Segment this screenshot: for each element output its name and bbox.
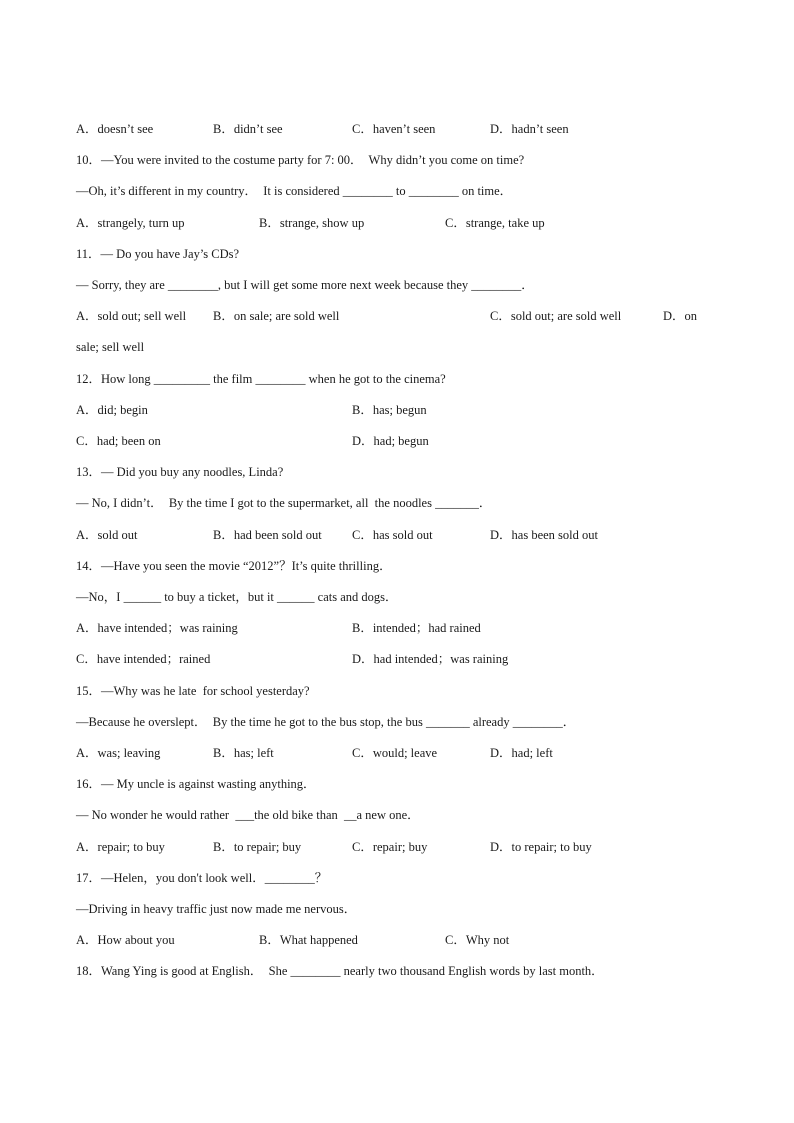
q12-stem: 12．How long _________ the film ________ when he got to the cinema?	[76, 372, 446, 386]
option-a: A．have intended；was raining	[76, 621, 238, 635]
option-d: D．to repair; to buy	[490, 840, 592, 854]
q14-stem: 14．—Have you seen the movie “2012”？It’s quite thrilling．	[76, 559, 392, 573]
option-b: B．has; left	[213, 746, 274, 760]
q11-options	[76, 307, 716, 325]
q15-stem: 15．—Why was he late for school yesterday?	[76, 684, 310, 698]
q13-reply: — No, I didn’t． By the time I got to the supermarket, all the noodles _______．	[76, 496, 492, 510]
q17-stem: 17．—Helen，you don't look well．________？	[76, 871, 328, 885]
option-c: C．repair; buy	[352, 840, 428, 854]
option-a: A．was; leaving	[76, 746, 161, 760]
q11-reply: — Sorry, they are ________, but I will get some more next week because they ________．	[76, 278, 534, 292]
q16-reply: — No wonder he would rather ___the old bike than __a new one．	[76, 808, 420, 822]
option-d: D．on	[663, 309, 698, 323]
option-b: B．intended；had rained	[352, 621, 481, 635]
option-a: A．strangely, turn up	[76, 216, 185, 230]
option-b: B．on sale; are sold well	[213, 309, 340, 323]
q17-reply: —Driving in heavy traffic just now made me nervous．	[76, 902, 357, 916]
option-d: D．had; begun	[352, 434, 429, 448]
option-d: D．hadn’t seen	[490, 122, 569, 136]
q14-reply: —No，I ______ to buy a ticket，but it ______ cats and dogs．	[76, 590, 398, 604]
option-d: D．had; left	[490, 746, 553, 760]
q13-stem: 13．— Did you buy any noodles, Linda?	[76, 465, 284, 479]
q12-options-row2	[76, 432, 716, 450]
option-b: B．What happened	[259, 933, 358, 947]
q9-options	[76, 120, 716, 138]
option-d: D．had intended；was raining	[352, 652, 509, 666]
option-c: C．strange, take up	[445, 216, 545, 230]
option-a: A．did; begin	[76, 403, 148, 417]
option-a: A．repair; to buy	[76, 840, 165, 854]
q10-stem: 10．—You were invited to the costume party for 7: 00． Why didn’t you come on time?	[76, 153, 525, 167]
option-b: B．has; begun	[352, 403, 427, 417]
option-a: A．sold out; sell well	[76, 309, 187, 323]
option-b: B．to repair; buy	[213, 840, 302, 854]
option-c: C．Why not	[445, 933, 510, 947]
q13-options	[76, 526, 716, 544]
option-b: B．didn’t see	[213, 122, 283, 136]
option-b: B．had been sold out	[213, 528, 322, 542]
option-c: C．would; leave	[352, 746, 438, 760]
option-a: A．sold out	[76, 528, 138, 542]
q18-stem: 18．Wang Ying is good at English． She ________ nearly two thousand English words by last month．	[76, 964, 604, 978]
option-a: A．How about you	[76, 933, 175, 947]
q10-reply: —Oh, it’s different in my country． It is considered ________ to ________ on time．	[76, 184, 513, 198]
option-c: C．have intended；rained	[76, 652, 211, 666]
q14-options-row1	[76, 619, 716, 637]
q17-options	[76, 931, 716, 949]
q11-options-wrap: sale; sell well	[76, 340, 145, 354]
option-c: C．sold out; are sold well	[490, 309, 622, 323]
option-c: C．haven’t seen	[352, 122, 436, 136]
q15-options	[76, 744, 716, 762]
option-d: D．has been sold out	[490, 528, 598, 542]
q14-options-row2	[76, 650, 716, 668]
q16-stem: 16．— My uncle is against wasting anything．	[76, 777, 316, 791]
q10-options	[76, 214, 716, 232]
q16-options	[76, 838, 716, 856]
q11-stem: 11．— Do you have Jay’s CDs?	[76, 247, 240, 261]
option-b: B．strange, show up	[259, 216, 365, 230]
q12-options-row1	[76, 401, 716, 419]
q15-reply: —Because he overslept． By the time he got to the bus stop, the bus _______ already ________．	[76, 715, 576, 729]
option-c: C．had; been on	[76, 434, 161, 448]
option-c: C．has sold out	[352, 528, 433, 542]
option-a: A．doesn’t see	[76, 122, 154, 136]
